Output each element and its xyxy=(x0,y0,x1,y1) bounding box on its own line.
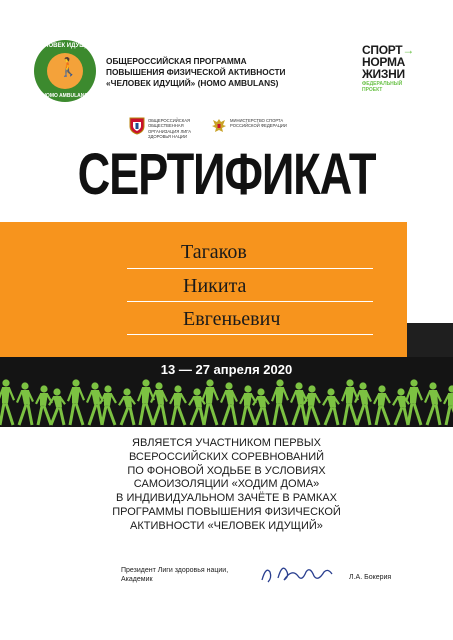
signatory-role-line-2: Академик xyxy=(121,576,153,584)
sport-logo-line-1: СПОРТ xyxy=(362,43,403,57)
dark-corner-block xyxy=(407,323,453,357)
sport-logo-sub-1: ФЕДЕРАЛЬНЫЙ xyxy=(362,81,403,87)
patronymic-text: Евгеньевич xyxy=(183,308,281,330)
logo-ring-bottom-text: HOMO AMBULANS xyxy=(42,93,88,99)
handwritten-signature xyxy=(256,558,338,588)
description-line-7: АКТИВНОСТИ «ЧЕЛОВЕК ИДУЩИЙ» xyxy=(130,519,323,532)
event-dates: 13 — 27 апреля 2020 xyxy=(160,362,293,377)
walker-silhouette-icon xyxy=(221,382,237,425)
signatory-role xyxy=(121,566,228,585)
walker-silhouette-icon xyxy=(444,385,453,425)
walker-silhouette-icon xyxy=(393,388,409,425)
walker-silhouette-icon xyxy=(272,379,288,425)
description-line-1: ЯВЛЯЕТСЯ УЧАСТНИКОМ ПЕРВЫХ xyxy=(132,437,321,449)
sport-logo-sub-2: ПРОЕКТ xyxy=(362,86,383,93)
arrow-right-icon: → xyxy=(402,43,415,57)
walker-silhouette-icon xyxy=(425,382,441,425)
walker-silhouette-icon xyxy=(119,388,135,425)
surname-text: Тагаков xyxy=(181,241,247,263)
walker-silhouette-icon xyxy=(100,385,116,425)
certificate-title: СЕРТИФИКАТ xyxy=(77,142,376,207)
logo-ring-top-text: ЧЕЛОВЕК ИДУЩИЙ xyxy=(36,43,94,49)
walker-silhouette-icon xyxy=(68,379,84,425)
description-line-6: ПРОГРАММЫ ПОВЫШЕНИЯ ФИЗИЧЕСКОЙ xyxy=(112,505,341,518)
walker-silhouette-icon xyxy=(189,388,205,425)
description-line-5: В ИНДИВИДУАЛЬНОМ ЗАЧЁТЕ В РАМКАХ xyxy=(116,492,337,504)
surname-underline xyxy=(127,268,373,269)
homo-ambulans-logo xyxy=(34,40,96,102)
walker-silhouette-icon xyxy=(17,382,33,425)
sport-logo-line-2: НОРМА xyxy=(362,55,406,69)
walker-silhouette-icon xyxy=(151,382,167,425)
description-line-2: ВСЕРОССИЙСКИХ СОРЕВНОВАНИЙ xyxy=(128,450,325,463)
double-eagle-icon xyxy=(211,117,227,135)
walker-silhouette-icon xyxy=(49,388,65,425)
walker-silhouette-icon xyxy=(304,385,320,425)
walker-silhouette-icon xyxy=(170,385,186,425)
walker-silhouette-icon xyxy=(253,388,269,425)
description-line-3: ПО ФОНОВОЙ ХОДЬБЕ В УСЛОВИЯХ xyxy=(127,464,326,477)
program-line-3: «ЧЕЛОВЕК ИДУЩИЙ» (HOMO AMBULANS) xyxy=(106,77,279,88)
org-ministry-text: МИНИСТЕРСТВО СПОРТА РОССИЙСКОЙ ФЕДЕРАЦИИ xyxy=(230,118,287,129)
signatory-name: Л.А. Бокерия xyxy=(349,574,392,581)
description-line-4: САМОИЗОЛЯЦИИ «ХОДИМ ДОМА» xyxy=(133,478,320,491)
walker-silhouette-icon xyxy=(0,379,14,425)
participation-description xyxy=(0,437,453,533)
patronymic-underline xyxy=(127,334,373,335)
walker-silhouette-icon xyxy=(355,382,371,425)
league-emblem-icon xyxy=(129,117,145,135)
walker-silhouette-icon xyxy=(323,388,339,425)
given-name-underline xyxy=(127,301,373,302)
sport-norma-zhizni-logo xyxy=(362,44,422,94)
walking-person-icon: 🚶 xyxy=(57,57,80,77)
program-line-1: ОБЩЕРОССИЙСКАЯ ПРОГРАММА xyxy=(106,56,247,66)
program-title xyxy=(106,56,336,88)
sport-logo-line-3: ЖИЗНИ xyxy=(362,67,405,81)
walker-silhouette-icon xyxy=(374,385,390,425)
given-name-text: Никита xyxy=(183,275,247,297)
signatory-role-line-1: Президент Лиги здоровья нации, xyxy=(121,567,229,574)
program-line-2: ПОВЫШЕНИЯ ФИЗИЧЕСКОЙ АКТИВНОСТИ xyxy=(106,66,286,77)
org-league-text: ОБЩЕРОССИЙСКАЯ ОБЩЕСТВЕННАЯ ОРГАНИЗАЦИЯ ЛИГА ЗДОРОВЬЯ НАЦИИ xyxy=(148,118,192,139)
